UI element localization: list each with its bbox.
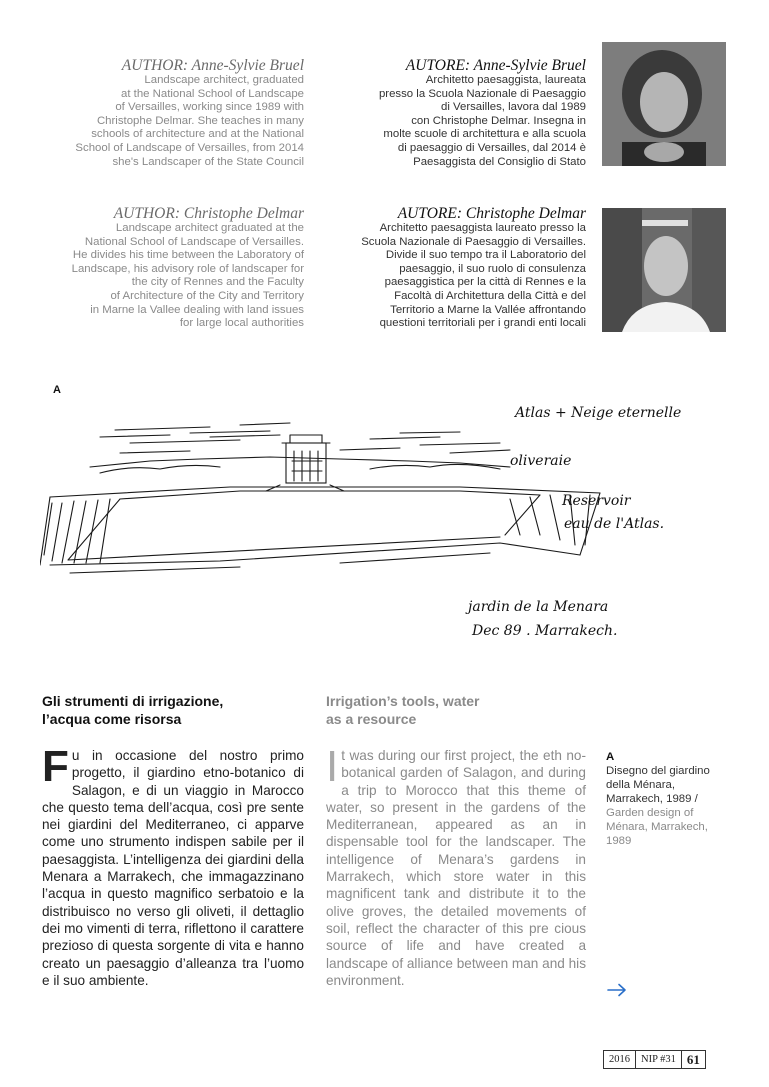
bio-line: schools of architecture and at the National	[91, 128, 304, 141]
bio-line: Scuola Nazionale di Paesaggio di Versailles.	[361, 235, 586, 248]
author-it-bio	[330, 222, 586, 331]
text-line: dispensable tool for the landscaper.	[326, 834, 563, 850]
section-heading-it	[42, 692, 312, 728]
text-line: sente nei giardini del Mediterraneo, ci	[42, 799, 304, 833]
bio-line: Landscape, his advisory role of landscaper for	[71, 262, 304, 275]
bio-line: Architetto paesaggista laureato presso la	[379, 222, 586, 234]
author-it-bio	[330, 74, 586, 169]
bio-line: Paesaggista del Consiglio di Stato	[413, 155, 586, 168]
sketch-note: Reservoir	[562, 493, 631, 509]
author-delmar-it	[330, 205, 586, 331]
author-it-heading: AUTORE: Anne-Sylvie Bruel	[405, 57, 586, 74]
text-line: hanno creato un paesaggio d’alleanza	[42, 938, 304, 971]
text-line: magnifico serbatoio e la distribuisco	[42, 886, 304, 919]
text-line: che questo tema dell’acqua, così pre	[42, 799, 267, 815]
text-line: no verso gli oliveti, il dettaglio dei mo	[42, 903, 304, 936]
author-photo-delmar	[602, 208, 726, 332]
text-line: prezioso di questa sorgente di vita e	[42, 938, 267, 954]
heading-line: l’acqua come risorsa	[42, 711, 182, 727]
text-line: u in occasione del nostro primo	[71, 748, 304, 763]
bio-line: of Architecture of the City and Territory	[110, 289, 304, 302]
caption-line: Marrakech, 1989 /	[606, 793, 698, 805]
bio-line: Territorio a Marne la Vallée affrontando	[390, 303, 586, 316]
bio-line: paesaggio, il suo ruolo di consulenza	[399, 262, 586, 275]
sketch-note: jardin de la Menara	[468, 599, 609, 615]
text-line: di Salagon, e di un viaggio in Marocco	[71, 765, 304, 798]
caption-line: Garden design of	[606, 807, 694, 819]
caption-line: Disegno del giardino	[606, 765, 710, 777]
footer-issue: NIP #31	[636, 1051, 682, 1068]
bio-line: Divide il suo tempo tra il Laboratorio del	[385, 249, 586, 262]
section-heading-en	[326, 692, 596, 728]
author-en-bio	[40, 222, 304, 331]
heading-line: as a resource	[326, 711, 417, 727]
text-line: vimenti di terra, riflettono il carattere	[86, 920, 304, 936]
text-line: progetto, il giardino etno-botanico	[71, 765, 294, 781]
text-line: sabile per il paesaggista. L’intelligenza	[42, 834, 304, 867]
dropcap: F	[42, 742, 69, 791]
author-photo-bruel	[602, 42, 726, 166]
text-line: in Marrakech, which store water in this	[326, 851, 586, 885]
text-line: cious source of life and have created	[326, 920, 586, 954]
bio-line: she's Landscaper of the State Council	[112, 155, 304, 168]
text-line: magnificent tank and distribute it to the	[326, 886, 586, 902]
text-line: during a trip to Morocco that this theme	[341, 765, 586, 798]
page-number: 61	[686, 1051, 700, 1067]
author-delmar-en	[40, 205, 304, 331]
caption-line: della Ménara,	[606, 779, 676, 791]
body-text-it	[42, 742, 305, 989]
text-line: of soil, reflect the character of this pre	[326, 903, 586, 936]
heading-line: Irrigation’s tools, water	[326, 693, 480, 709]
bio-line: He divides his time between the Laboratory of	[72, 249, 304, 262]
bio-line: of Versailles, working since 1989 with	[115, 101, 304, 114]
bio-line: con Christophe Delmar. Insegna in	[411, 114, 586, 127]
caption-line: 1989	[606, 835, 632, 847]
text-line: che immagazzinano l’acqua in questo	[42, 869, 304, 902]
bio-line: questioni territoriali per i grandi enti locali	[379, 317, 586, 330]
author-bruel-it	[330, 57, 586, 169]
author-en-bio	[40, 74, 304, 169]
page-footer	[603, 1050, 706, 1069]
bio-line: National School of Landscape of Versailles.	[84, 235, 304, 248]
sketch-note: oliveraie	[510, 453, 572, 469]
author-en-heading: AUTHOR: Christophe Delmar	[113, 205, 304, 222]
text-line: apparve come uno strumento indispen	[42, 817, 304, 850]
text-line: the Mediterranean, appeared as an in	[326, 799, 586, 833]
bio-line: at the National School of Landscape	[120, 87, 304, 100]
sketch-note: eau de l'Atlas.	[564, 516, 665, 532]
sketch-note: Dec 89 . Marrakech.	[472, 623, 618, 639]
bio-line: molte scuole di architettura e alla scuola	[383, 128, 586, 141]
text-line: tra l’uomo e il suo ambiente.	[42, 955, 305, 988]
author-en-heading: AUTHOR: Anne-Sylvie Bruel	[121, 57, 304, 74]
bio-line: paesaggistica per la città di Rennes e la	[384, 276, 586, 289]
text-line: no-botanical garden of Salagon, and	[341, 748, 587, 781]
arrow-right-icon[interactable]	[607, 983, 627, 997]
figure-caption	[606, 750, 736, 848]
author-bruel-en	[40, 57, 304, 169]
caption-label: A	[606, 751, 615, 763]
dropcap: I	[326, 742, 339, 791]
heading-line: Gli strumenti di irrigazione,	[42, 693, 224, 709]
text-line: a landscape of alliance between man	[326, 938, 586, 971]
bio-line: Landscape architect, graduated	[144, 74, 304, 86]
bio-line: di Versailles, lavora dal 1989	[440, 101, 586, 114]
figure-label: A	[53, 384, 61, 396]
bio-line: presso la Scuola Nazionale di Paesaggio	[378, 87, 586, 100]
bio-line: the city of Rennes and the Faculty	[131, 276, 304, 289]
text-line: olive groves, the detailed movements	[326, 903, 575, 919]
bio-line: Architetto paesaggista, laureata	[425, 74, 586, 86]
text-line: of water, so present in the gardens of	[326, 782, 586, 815]
bio-line: School of Landscape of Versailles, from 2014	[75, 141, 304, 154]
bio-line: for large local authorities	[179, 317, 304, 330]
text-line: The intelligence of Menara’s gardens	[326, 834, 586, 867]
text-line: t was during our first project, the eth	[341, 748, 562, 763]
body-text-en	[326, 742, 587, 989]
garden-sketch	[40, 395, 720, 660]
footer-year: 2016	[604, 1051, 636, 1068]
bio-line: Christophe Delmar. She teaches in many	[96, 114, 304, 127]
bio-line: in Marne la Vallee dealing with land issues	[90, 303, 304, 316]
bio-line: Landscape architect graduated at the	[115, 222, 304, 234]
text-line: dei giardini della Menara a Marrakech,	[42, 851, 304, 885]
text-line: and his environment.	[326, 955, 586, 988]
bio-line: Facoltà di Architettura della Città e del	[394, 289, 586, 302]
bio-line: di paesaggio di Versailles, dal 2014 è	[397, 141, 586, 154]
author-it-heading: AUTORE: Christophe Delmar	[397, 205, 586, 222]
caption-line: Ménara, Marrakech,	[606, 821, 708, 833]
sketch-note: Atlas + Neige eternelle	[515, 405, 682, 421]
